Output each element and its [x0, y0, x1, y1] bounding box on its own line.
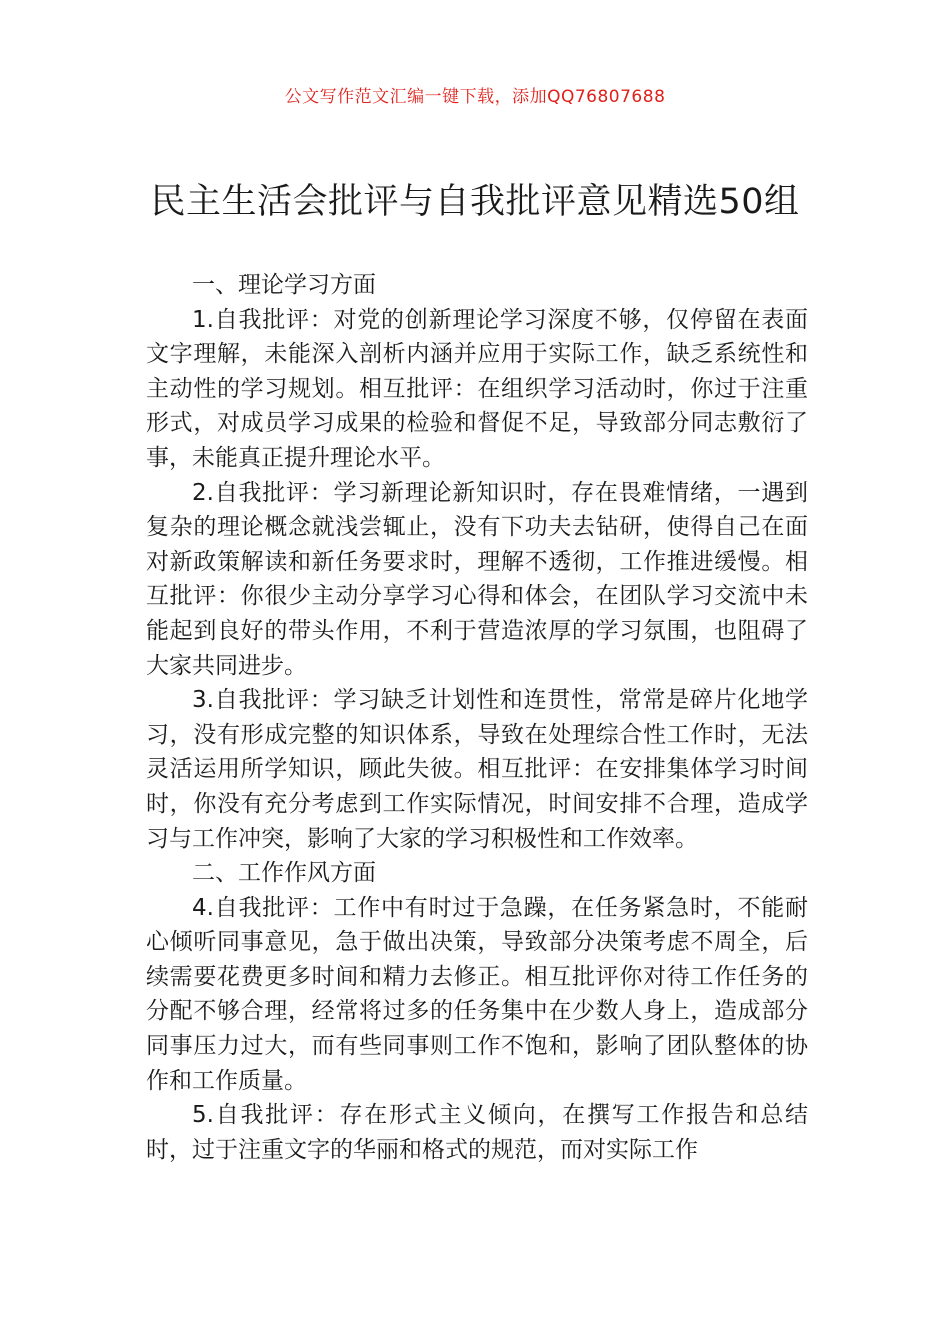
paragraph-4: 4.自我批评：工作中有时过于急躁，在任务紧急时，不能耐心倾听同事意见，急于做出决策，导致部分决策考虑不周全，后续需要花费更多时间和精力去修正。相互批评你对待工作任务的分配不够合理，经常将过多的任务集中在少数人身上，造成部分同事压力过大，而有些同事则工作不饱和，影响了团队整体的协作和工作质量。 — [146, 894, 808, 1094]
paragraph-1: 1.自我批评：对党的创新理论学习深度不够，仅停留在表面文字理解，未能深入剖析内涵并应用于实际工作，缺乏系统性和主动性的学习规划。相互批评：在组织学习活动时，你过于注重形式，对成员学习成果的检验和督促不足，导致部分同志敷衍了事，未能真正提升理论水平。 — [146, 306, 808, 471]
paragraph-2: 2.自我批评：学习新理论新知识时，存在畏难情绪，一遇到复杂的理论概念就浅尝辄止，没有下功夫去钻研，使得自己在面对新政策解读和新任务要求时，理解不透彻，工作推进缓慢。相互批评：你很少主动分享学习心得和体会，在团队学习交流中未能起到良好的带头作用，不利于营造浓厚的学习氛围，也阻碍了大家共同进步。 — [146, 479, 808, 679]
header-note: 公文写作范文汇编一键下载，添加QQ76807688 — [284, 87, 666, 107]
document-body — [146, 268, 808, 1167]
section-heading-theory: 一、理论学习方面 — [192, 272, 376, 298]
paragraph-5: 5.自我批评：存在形式主义倾向，在撰写工作报告和总结时，过于注重文字的华丽和格式的规范，而对实际工作 — [146, 1102, 808, 1163]
section-heading-work-style: 二、工作作风方面 — [192, 860, 376, 887]
paragraph-3: 3.自我批评：学习缺乏计划性和连贯性，常常是碎片化地学习，没有形成完整的知识体系，导致在处理综合性工作时，无法灵活运用所学知识，顾此失彼。相互批评：在安排集体学习时间时，你没有充分考虑到工作实际情况，时间安排不合理，造成学习与工作冲突，影响了大家的学习积极性和工作效率。 — [146, 687, 808, 852]
page-title: 民主生活会批评与自我批评意见精选50组 — [150, 182, 800, 222]
